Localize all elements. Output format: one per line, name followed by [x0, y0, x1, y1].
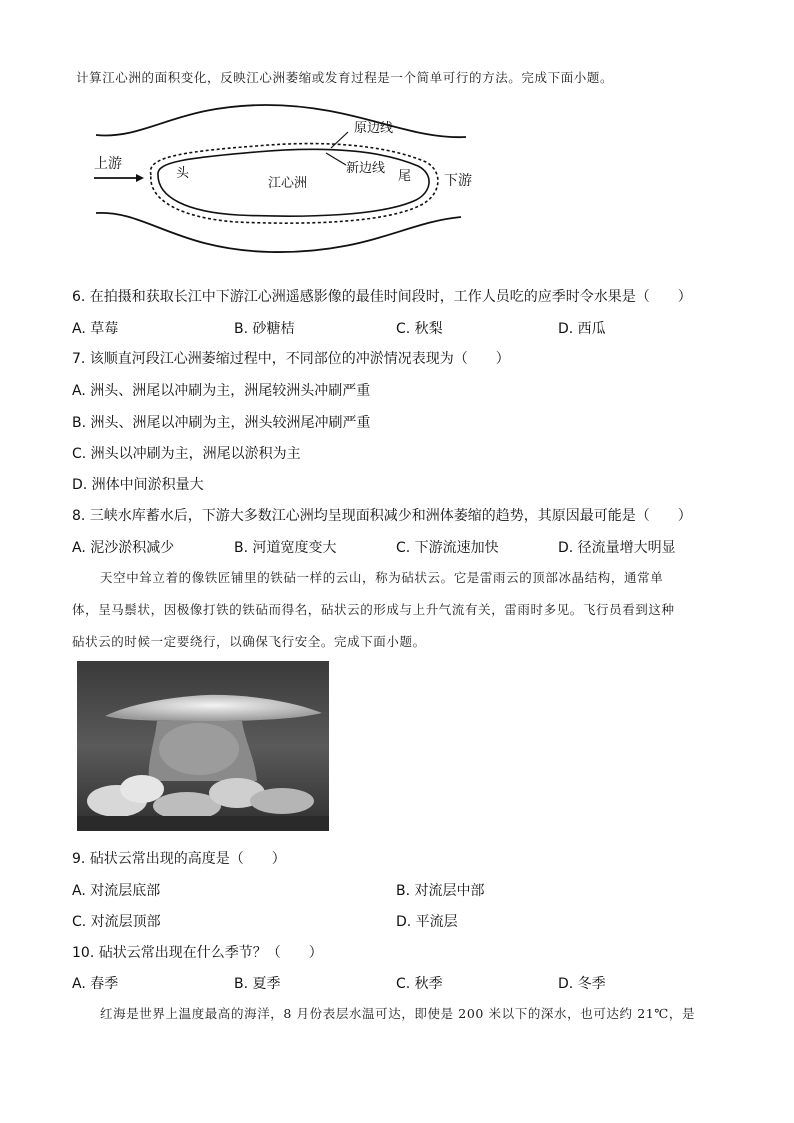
new-line-label: 新边线 — [346, 161, 386, 176]
head-label: 头 — [176, 166, 190, 181]
question-6: 6. 在拍摄和获取长江中下游江心洲遥感影像的最佳时间段时，工作人员吃的应季时令水果是（ ） — [72, 289, 692, 305]
q8-option-a[interactable]: A. 泥沙淤积减少 — [72, 540, 175, 556]
q10-option-a[interactable]: A. 春季 — [72, 976, 119, 992]
river-island-diagram — [76, 100, 496, 275]
tail-label: 尾 — [398, 169, 412, 184]
q8-option-d[interactable]: D. 径流量增大明显 — [558, 540, 676, 556]
intro-text-2-line-1: 天空中耸立着的像铁匠铺里的铁砧一样的云山，称为砧状云。它是雷雨云的顶部冰晶结构，通常单 — [100, 570, 664, 585]
question-8: 8. 三峡水库蓄水后，下游大多数江心洲均呈现面积减少和洲体萎缩的趋势，其原因最可能是（ ） — [72, 508, 692, 524]
new-line-leader — [326, 153, 346, 165]
q9-option-d[interactable]: D. 平流层 — [396, 914, 458, 930]
lower-bank-line — [96, 213, 461, 252]
q7-option-a[interactable]: A. 洲头、洲尾以冲刷为主，洲尾较洲头冲刷严重 — [72, 383, 371, 399]
intro-text-2-line-2: 体，呈马鬃状，因极像打铁的铁砧而得名，砧状云的形成与上升气流有关，雷雨时多见。飞行员看到这种 — [72, 602, 675, 617]
q9-option-b[interactable]: B. 对流层中部 — [396, 883, 485, 899]
arrowhead-icon — [136, 174, 144, 182]
q8-option-c[interactable]: C. 下游流速加快 — [396, 540, 499, 556]
question-9: 9. 砧状云常出现的高度是（ ） — [72, 851, 286, 867]
upper-bank-line — [96, 105, 466, 137]
q6-option-a[interactable]: A. 草莓 — [72, 321, 119, 337]
intro-text-1: 计算江心洲的面积变化，反映江心洲萎缩或发育过程是一个简单可行的方法。完成下面小题。 — [76, 70, 614, 85]
q7-option-b[interactable]: B. 洲头、洲尾以冲刷为主，洲头较洲尾冲刷严重 — [72, 415, 371, 431]
q9-option-c[interactable]: C. 对流层顶部 — [72, 914, 161, 930]
q8-option-b[interactable]: B. 河道宽度变大 — [234, 540, 337, 556]
q6-option-b[interactable]: B. 砂糖桔 — [234, 321, 295, 337]
q10-option-d[interactable]: D. 冬季 — [558, 976, 606, 992]
intro-text-2-line-3: 砧状云的时候一定要绕行，以确保飞行安全。完成下面小题。 — [72, 634, 426, 649]
old-line-label: 原边线 — [354, 121, 394, 136]
intro-text-3: 红海是世界上温度最高的海洋，8 月份表层水温可达，即使是 200 米以下的深水，也可达约 21℃，是 — [100, 1006, 696, 1021]
q9-option-a[interactable]: A. 对流层底部 — [72, 883, 161, 899]
island-label: 江心洲 — [268, 176, 308, 191]
upstream-label: 上游 — [94, 156, 122, 172]
q6-option-c[interactable]: C. 秋梨 — [396, 321, 443, 337]
q10-option-c[interactable]: C. 秋季 — [396, 976, 443, 992]
question-10: 10. 砧状云常出现在什么季节？（ ） — [72, 945, 323, 961]
question-7: 7. 该顺直河段江心洲萎缩过程中，不同部位的冲淤情况表现为（ ） — [72, 351, 510, 367]
q7-option-c[interactable]: C. 洲头以冲刷为主，洲尾以淤积为主 — [72, 446, 301, 462]
anvil-cloud-photo — [77, 661, 329, 831]
downstream-label: 下游 — [444, 173, 472, 189]
q10-option-b[interactable]: B. 夏季 — [234, 976, 281, 992]
q7-option-d[interactable]: D. 洲体中间淤积量大 — [72, 477, 204, 493]
q6-option-d[interactable]: D. 西瓜 — [558, 321, 606, 337]
